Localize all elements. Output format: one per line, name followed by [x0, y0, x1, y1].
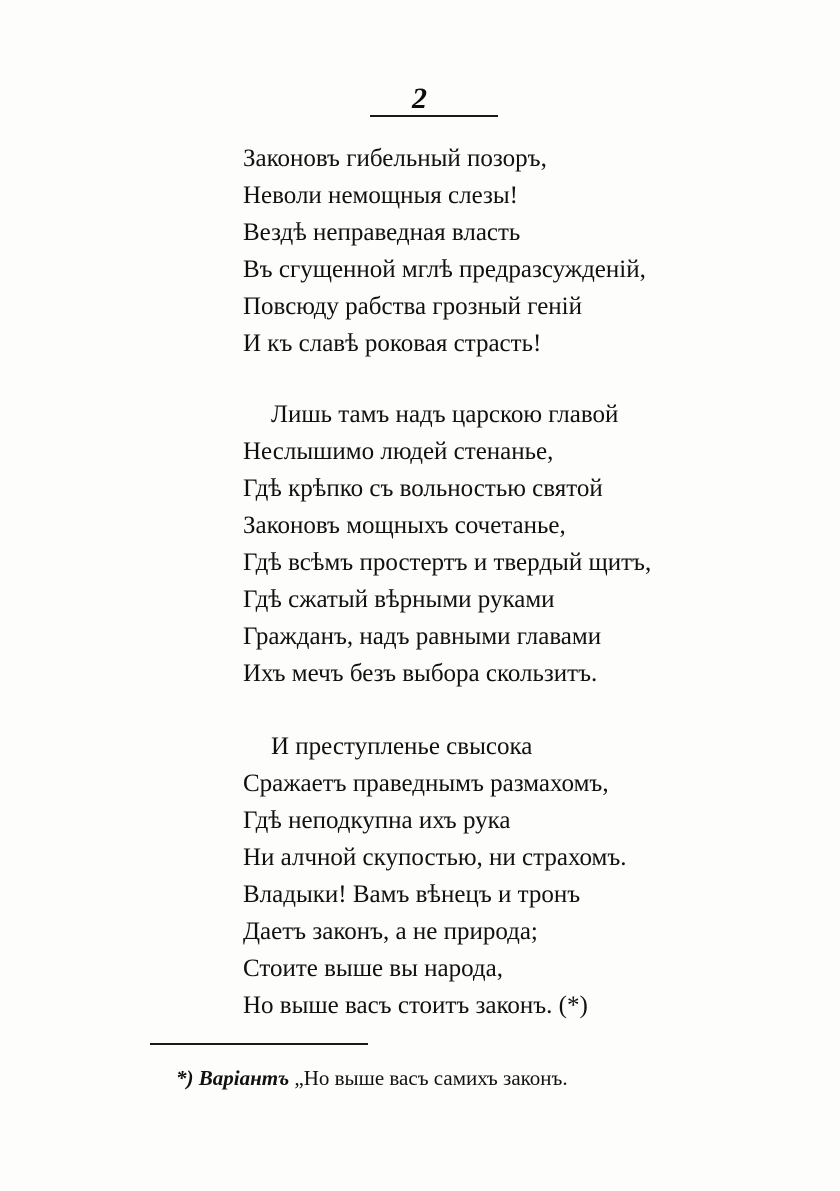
page-number: 2 — [412, 82, 428, 115]
footnote-text: „Но выше васъ самихъ законъ. — [294, 1066, 568, 1090]
verse-line: Сражаетъ праведнымъ размахомъ, — [243, 770, 609, 797]
stanza-2 — [243, 396, 651, 692]
footnote-label: Варіантъ — [198, 1066, 290, 1090]
verse-line: Въ сгущенной мглѣ предразсужденій, — [243, 256, 646, 283]
verse-line: Гдѣ сжатый вѣрными руками — [243, 586, 555, 613]
footnote-rule — [150, 1043, 368, 1045]
verse-line: И преступленье свысока — [271, 733, 533, 760]
page-number-rule — [370, 115, 498, 117]
stanza-1 — [243, 140, 646, 362]
verse-line: Но выше васъ стоитъ законъ. (*) — [243, 992, 588, 1019]
verse-line: Владыки! Вамъ вѣнецъ и тронъ — [243, 881, 581, 908]
verse-line: Неволи немощныя слезы! — [243, 182, 518, 209]
verse-line: Гдѣ всѣмъ простертъ и твердый щитъ, — [243, 549, 652, 576]
verse-line: Гдѣ крѣпко съ вольностью святой — [243, 475, 603, 502]
verse-line: Даетъ законъ, а не природа; — [243, 918, 538, 945]
stanza-3 — [243, 728, 627, 1024]
verse-line: Лишь тамъ надъ царскою главой — [271, 401, 619, 428]
verse-line: Неслышимо людей стенанье, — [243, 438, 554, 465]
verse-line: Ни алчной скупостью, ни страхомъ. — [243, 844, 627, 871]
verse-line: Гражданъ, надъ равными главами — [243, 623, 602, 650]
verse-line: И къ славѣ роковая страсть! — [243, 330, 542, 357]
footnote — [176, 1066, 568, 1091]
verse-line: Законовъ мощныхъ сочетанье, — [243, 512, 566, 539]
verse-line: Законовъ гибельный позоръ, — [243, 145, 547, 172]
footnote-marker: *) — [176, 1066, 194, 1090]
verse-line: Повсюду рабства грозный геній — [243, 293, 583, 320]
verse-line: Гдѣ неподкупна ихъ рука — [243, 807, 511, 834]
verse-line: Ихъ мечъ безъ выбора скользитъ. — [243, 660, 598, 687]
verse-line: Стоите выше вы народа, — [243, 955, 503, 982]
verse-line: Вездѣ неправедная власть — [243, 219, 521, 246]
